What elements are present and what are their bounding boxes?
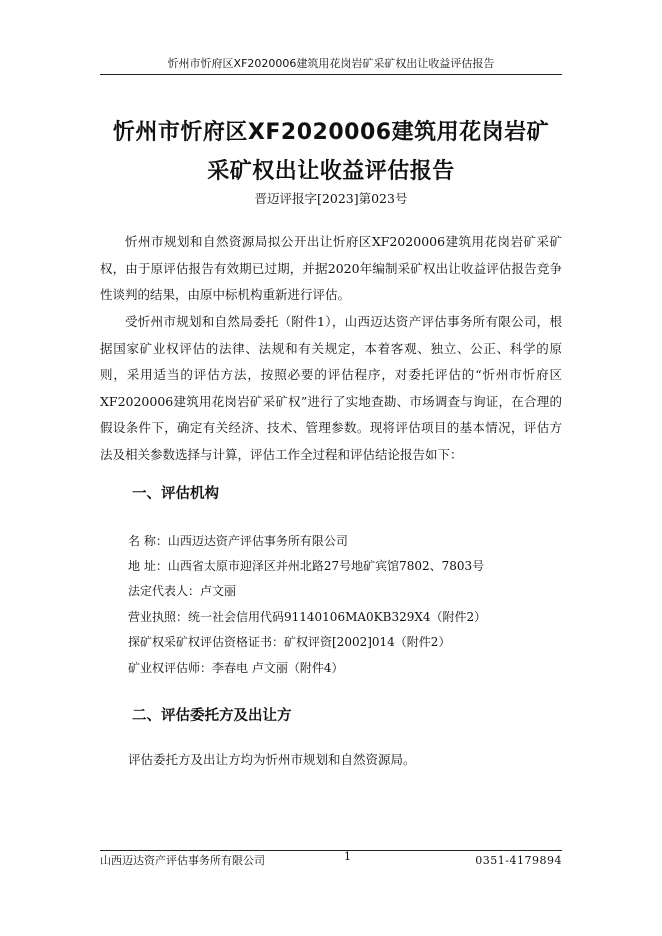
intro-paragraph-2: 受忻州市规划和自然局委托（附件1），山西迈达资产评估事务所有限公司，根据国家矿业权评估的法律、法规和有关规定，本着客观、独立、公正、科学的原则，采用适当的评估方法，按照必要的评估程序，对委托评估的“忻州市忻府区XF2020006建筑用花岗岩矿采矿权”进行了实地查勘、市场调查与询证，在合理的假设条件下，确定有关经济、技术、管理参数。现将评估项目的基本情况，评估方法及相关参数选择与计算，评估工作全过程和评估结论报告如下： bbox=[100, 314, 562, 462]
report-title-line-1: 忻州市忻府区XF2020006建筑用花岗岩矿 bbox=[112, 120, 550, 145]
page-number: 1 bbox=[344, 850, 351, 863]
footer-company-name: 山西迈达资产评估事务所有限公司 bbox=[100, 854, 265, 867]
running-header bbox=[100, 56, 562, 75]
footer-phone-number: 0351-4179894 bbox=[475, 854, 562, 867]
document-number: 晋迈评报字[2023]第023号 bbox=[254, 191, 408, 206]
qualification-certificate-line: 探矿权采矿权评估资格证书：矿权评资[2002]014（附件2） bbox=[128, 635, 451, 649]
client-and-grantor-text: 评估委托方及出让方均为忻州市规划和自然资源局。 bbox=[128, 752, 416, 767]
appraisers-line: 矿业权评估师：李春电 卢文丽（附件4） bbox=[128, 661, 344, 675]
section-heading-appraisal-agency: 一、评估机构 bbox=[132, 486, 219, 502]
page-footer bbox=[100, 850, 562, 871]
agency-name-line: 名 称：山西迈达资产评估事务所有限公司 bbox=[128, 534, 348, 548]
intro-paragraph-1: 忻州市规划和自然资源局拟公开出让忻府区XF2020006建筑用花岗岩矿采矿权，由于原评估报告有效期已过期，并据2020年编制采矿权出让收益评估报告竞争性谈判的结果，由原中标机构重新进行评估。 bbox=[100, 234, 562, 302]
section-heading-client-and-grantor: 二、评估委托方及出让方 bbox=[132, 708, 292, 724]
report-title-line-2: 采矿权出让收益评估报告 bbox=[207, 159, 455, 184]
business-license-line: 营业执照：统一社会信用代码91140106MA0KB329X4（附件2） bbox=[128, 610, 487, 624]
running-header-text: 忻州市忻府区XF2020006建筑用花岗岩矿采矿权出让收益评估报告 bbox=[167, 57, 495, 70]
agency-address-line: 地 址：山西省太原市迎泽区并州北路27号地矿宾馆7802、7803号 bbox=[128, 559, 485, 573]
legal-representative-line: 法定代表人：卢文丽 bbox=[128, 584, 237, 598]
